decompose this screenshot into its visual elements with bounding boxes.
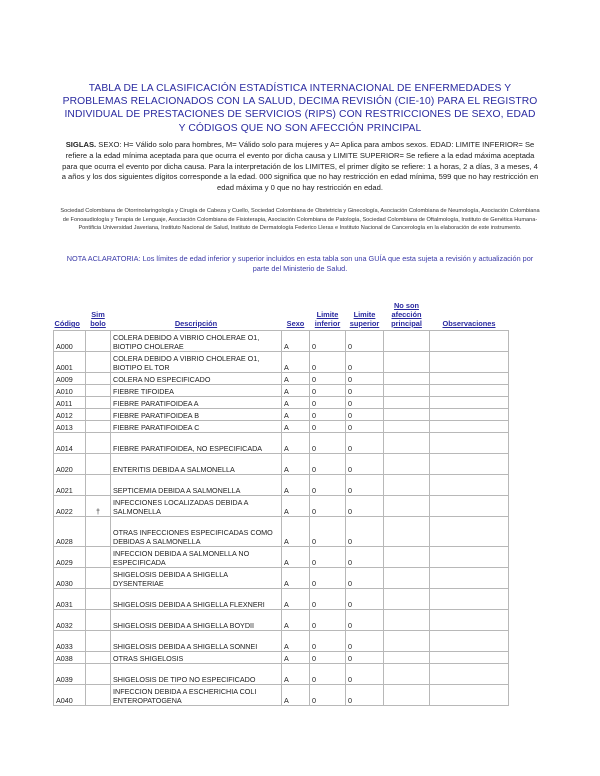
row-description: SHIGELOSIS DEBIDA A SHIGELLA DYSENTERIAE — [111, 568, 282, 589]
row-description: COLERA NO ESPECIFICADO — [111, 373, 282, 385]
row-upper-limit: 0 — [346, 475, 384, 496]
table-row — [54, 496, 509, 517]
row-code: A033 — [54, 631, 86, 652]
row-symbol — [86, 517, 111, 547]
table-row — [54, 352, 509, 373]
row-sex: A — [282, 568, 310, 589]
row-lower-limit: 0 — [310, 664, 346, 685]
row-sex: A — [282, 433, 310, 454]
row-observations — [430, 652, 509, 664]
row-symbol — [86, 589, 111, 610]
row-observations — [430, 589, 509, 610]
row-symbol — [86, 664, 111, 685]
row-code: A040 — [54, 685, 86, 706]
row-not-principal — [384, 331, 430, 352]
header-lower-limit: Limite inferior — [314, 310, 341, 328]
row-description: COLERA DEBIDO A VIBRIO CHOLERAE O1, BIOTIPO CHOLERAE — [111, 331, 282, 352]
row-symbol — [86, 610, 111, 631]
siglas-paragraph — [60, 140, 540, 194]
credits-paragraph: Sociedad Colombiana de Otorrinolaringología y Cirugía de Cabeza y Cuello, Sociedad Colombiana de Obstetricia y Ginecología, Asociación Colombiana de Neumología, Asociación Colombiana de Fonoaudiología y Terapia de Lenguaje, Asociación Colombiana de Fisioterapia, Asociación Colombiana de Patología, Sociedad Colombiana de Oftalmología, Instituto de Genética Humana-Pontificia Universidad Javeriana, Instituto Nacional de Salud, Instituto de Dermatología Federico Lleras e Instituto Nacional de Cancerología en la elaboración de este instrumento. — [60, 208, 540, 232]
row-lower-limit: 0 — [310, 373, 346, 385]
row-symbol — [86, 352, 111, 373]
row-description: INFECCION DEBIDA A ESCHERICHIA COLI ENTEROPATOGENA — [111, 685, 282, 706]
row-upper-limit: 0 — [346, 496, 384, 517]
row-observations — [430, 610, 509, 631]
row-not-principal — [384, 631, 430, 652]
row-sex: A — [282, 454, 310, 475]
header-code: Código — [54, 319, 80, 328]
row-description: OTRAS INFECCIONES ESPECIFICADAS COMO DEBIDAS A SALMONELLA — [111, 517, 282, 547]
row-observations — [430, 409, 509, 421]
row-observations — [430, 433, 509, 454]
row-symbol — [86, 433, 111, 454]
row-not-principal — [384, 589, 430, 610]
row-code: A028 — [54, 517, 86, 547]
row-observations — [430, 685, 509, 706]
row-description: INFECCION DEBIDA A SALMONELLA NO ESPECIFICADA — [111, 547, 282, 568]
row-lower-limit: 0 — [310, 352, 346, 373]
row-description: FIEBRE PARATIFOIDEA B — [111, 409, 282, 421]
row-description: FIEBRE PARATIFOIDEA C — [111, 421, 282, 433]
row-observations — [430, 547, 509, 568]
row-observations — [430, 664, 509, 685]
row-upper-limit: 0 — [346, 547, 384, 568]
header-sex: Sexo — [286, 319, 305, 328]
row-sex: A — [282, 547, 310, 568]
table-row — [54, 454, 509, 475]
row-symbol — [86, 475, 111, 496]
row-not-principal — [384, 652, 430, 664]
row-not-principal — [384, 517, 430, 547]
row-upper-limit: 0 — [346, 352, 384, 373]
row-sex: A — [282, 685, 310, 706]
row-sex: A — [282, 496, 310, 517]
row-sex: A — [282, 352, 310, 373]
row-sex: A — [282, 385, 310, 397]
row-observations — [430, 631, 509, 652]
row-lower-limit: 0 — [310, 385, 346, 397]
row-observations — [430, 475, 509, 496]
table-row — [54, 433, 509, 454]
row-observations — [430, 352, 509, 373]
row-description: FIEBRE PARATIFOIDEA A — [111, 397, 282, 409]
row-code: A029 — [54, 547, 86, 568]
row-upper-limit: 0 — [346, 631, 384, 652]
row-lower-limit: 0 — [310, 397, 346, 409]
row-symbol — [86, 685, 111, 706]
table-row — [54, 547, 509, 568]
header-not-principal: No son afección principal — [391, 301, 422, 328]
row-sex: A — [282, 409, 310, 421]
row-symbol — [86, 331, 111, 352]
row-code: A010 — [54, 385, 86, 397]
row-lower-limit: 0 — [310, 517, 346, 547]
row-symbol — [86, 454, 111, 475]
row-not-principal — [384, 547, 430, 568]
row-code: A032 — [54, 610, 86, 631]
row-code: A038 — [54, 652, 86, 664]
row-upper-limit: 0 — [346, 397, 384, 409]
row-description: SHIGELOSIS DEBIDA A SHIGELLA FLEXNERI — [111, 589, 282, 610]
row-code: A009 — [54, 373, 86, 385]
row-lower-limit: 0 — [310, 475, 346, 496]
row-upper-limit: 0 — [346, 589, 384, 610]
row-lower-limit: 0 — [310, 589, 346, 610]
row-code: A001 — [54, 352, 86, 373]
row-symbol — [86, 568, 111, 589]
row-upper-limit: 0 — [346, 433, 384, 454]
row-lower-limit: 0 — [310, 421, 346, 433]
header-upper-limit: Limite superior — [349, 310, 380, 328]
row-symbol: † — [86, 496, 111, 517]
row-upper-limit: 0 — [346, 517, 384, 547]
table-row — [54, 610, 509, 631]
row-not-principal — [384, 397, 430, 409]
row-code: A031 — [54, 589, 86, 610]
table-row — [54, 331, 509, 352]
row-upper-limit: 0 — [346, 685, 384, 706]
siglas-label: SIGLAS. — [65, 140, 97, 149]
table-row — [54, 685, 509, 706]
table-row — [54, 664, 509, 685]
row-not-principal — [384, 352, 430, 373]
row-code: A030 — [54, 568, 86, 589]
row-lower-limit: 0 — [310, 454, 346, 475]
row-symbol — [86, 397, 111, 409]
row-observations — [430, 454, 509, 475]
clarifying-note: NOTA ACLARATORIA: Los límites de edad inferior y superior incluidos en esta tabla son una GUÍA que esta sujeta a revisión y actualización por parte del Ministerio de Salud. — [66, 254, 534, 273]
row-code: A022 — [54, 496, 86, 517]
table-row — [54, 475, 509, 496]
row-code: A000 — [54, 331, 86, 352]
row-upper-limit: 0 — [346, 454, 384, 475]
row-upper-limit: 0 — [346, 409, 384, 421]
row-description: FIEBRE TIFOIDEA — [111, 385, 282, 397]
row-sex: A — [282, 475, 310, 496]
table-row — [54, 652, 509, 664]
row-upper-limit: 0 — [346, 385, 384, 397]
row-sex: A — [282, 631, 310, 652]
row-symbol — [86, 652, 111, 664]
row-symbol — [86, 385, 111, 397]
row-lower-limit: 0 — [310, 496, 346, 517]
row-sex: A — [282, 517, 310, 547]
table-row — [54, 589, 509, 610]
row-observations — [430, 496, 509, 517]
row-symbol — [86, 547, 111, 568]
table-row — [54, 397, 509, 409]
row-code: A021 — [54, 475, 86, 496]
row-symbol — [86, 631, 111, 652]
row-code: A012 — [54, 409, 86, 421]
row-sex: A — [282, 610, 310, 631]
row-not-principal — [384, 610, 430, 631]
row-upper-limit: 0 — [346, 331, 384, 352]
row-description: SHIGELOSIS DE TIPO NO ESPECIFICADO — [111, 664, 282, 685]
cie10-table — [53, 294, 509, 706]
row-not-principal — [384, 685, 430, 706]
table-header-row — [54, 294, 509, 331]
table-row — [54, 631, 509, 652]
row-not-principal — [384, 373, 430, 385]
row-lower-limit: 0 — [310, 610, 346, 631]
row-upper-limit: 0 — [346, 421, 384, 433]
row-sex: A — [282, 397, 310, 409]
row-not-principal — [384, 568, 430, 589]
row-code: A039 — [54, 664, 86, 685]
row-sex: A — [282, 589, 310, 610]
row-upper-limit: 0 — [346, 664, 384, 685]
siglas-text: SEXO: H= Válido solo para hombres, M= Válido solo para mujeres y A= Aplica para ambos sexos. EDAD: LIMITE INFERIOR= Se refiere a la edad mínima aceptada para que ocurra el evento por dicha causa y LIMITE SUPERIOR= Se refiere a la edad máxima aceptada para que ocurra el evento por dicha causa. Para la interpretación de los LIMITES, el primer dígito se refiere: 1 a horas, 2 a días, 3 a meses, 4 a años y los dos siguientes dígitos corresponde a la edad. 000 significa que no hay restricción en edad mínima, 599 que no hay restricción en edad máxima y 0 que no hay restricción en edad. — [61, 140, 539, 193]
row-lower-limit: 0 — [310, 433, 346, 454]
row-lower-limit: 0 — [310, 409, 346, 421]
row-observations — [430, 373, 509, 385]
table-row — [54, 385, 509, 397]
row-not-principal — [384, 409, 430, 421]
row-sex: A — [282, 652, 310, 664]
row-upper-limit: 0 — [346, 652, 384, 664]
row-description: ENTERITIS DEBIDA A SALMONELLA — [111, 454, 282, 475]
row-sex: A — [282, 331, 310, 352]
row-observations — [430, 568, 509, 589]
row-observations — [430, 517, 509, 547]
row-description: FIEBRE PARATIFOIDEA, NO ESPECIFICADA — [111, 433, 282, 454]
table-row — [54, 409, 509, 421]
row-code: A014 — [54, 433, 86, 454]
row-lower-limit: 0 — [310, 652, 346, 664]
row-observations — [430, 385, 509, 397]
row-observations — [430, 421, 509, 433]
document-title: TABLA DE LA CLASIFICACIÓN ESTADÍSTICA INTERNACIONAL DE ENFERMEDADES Y PROBLEMAS RELACIONADOS CON LA SALUD, DECIMA REVISIÓN (CIE-10) PARA EL REGISTRO INDIVIDUAL DE PRESTACIONES DE SERVICIOS (RIPS) CON RESTRICCIONES DE SEXO, EDAD Y CÓDIGOS QUE NO SON AFECCIÓN PRINCIPAL — [62, 83, 538, 134]
row-not-principal — [384, 496, 430, 517]
row-lower-limit: 0 — [310, 547, 346, 568]
row-sex: A — [282, 421, 310, 433]
table-row — [54, 373, 509, 385]
row-description: COLERA DEBIDO A VIBRIO CHOLERAE O1, BIOTIPO EL TOR — [111, 352, 282, 373]
row-symbol — [86, 373, 111, 385]
row-upper-limit: 0 — [346, 610, 384, 631]
row-not-principal — [384, 475, 430, 496]
row-description: INFECCIONES LOCALIZADAS DEBIDA A SALMONELLA — [111, 496, 282, 517]
row-not-principal — [384, 421, 430, 433]
row-upper-limit: 0 — [346, 568, 384, 589]
header-observations: Observaciones — [442, 319, 496, 328]
row-symbol — [86, 421, 111, 433]
table-row — [54, 568, 509, 589]
row-description: SEPTICEMIA DEBIDA A SALMONELLA — [111, 475, 282, 496]
row-sex: A — [282, 664, 310, 685]
row-lower-limit: 0 — [310, 631, 346, 652]
row-upper-limit: 0 — [346, 373, 384, 385]
row-observations — [430, 331, 509, 352]
row-symbol — [86, 409, 111, 421]
row-code: A013 — [54, 421, 86, 433]
header-symbol: Sim bolo — [90, 310, 106, 328]
row-code: A011 — [54, 397, 86, 409]
table-row — [54, 517, 509, 547]
row-description: SHIGELOSIS DEBIDA A SHIGELLA BOYDII — [111, 610, 282, 631]
header-description: Descripción — [174, 319, 218, 328]
row-code: A020 — [54, 454, 86, 475]
row-sex: A — [282, 373, 310, 385]
row-lower-limit: 0 — [310, 685, 346, 706]
row-lower-limit: 0 — [310, 331, 346, 352]
row-not-principal — [384, 454, 430, 475]
row-not-principal — [384, 433, 430, 454]
row-not-principal — [384, 385, 430, 397]
row-not-principal — [384, 664, 430, 685]
table-row — [54, 421, 509, 433]
row-description: OTRAS SHIGELOSIS — [111, 652, 282, 664]
row-description: SHIGELOSIS DEBIDA A SHIGELLA SONNEI — [111, 631, 282, 652]
row-lower-limit: 0 — [310, 568, 346, 589]
row-observations — [430, 397, 509, 409]
